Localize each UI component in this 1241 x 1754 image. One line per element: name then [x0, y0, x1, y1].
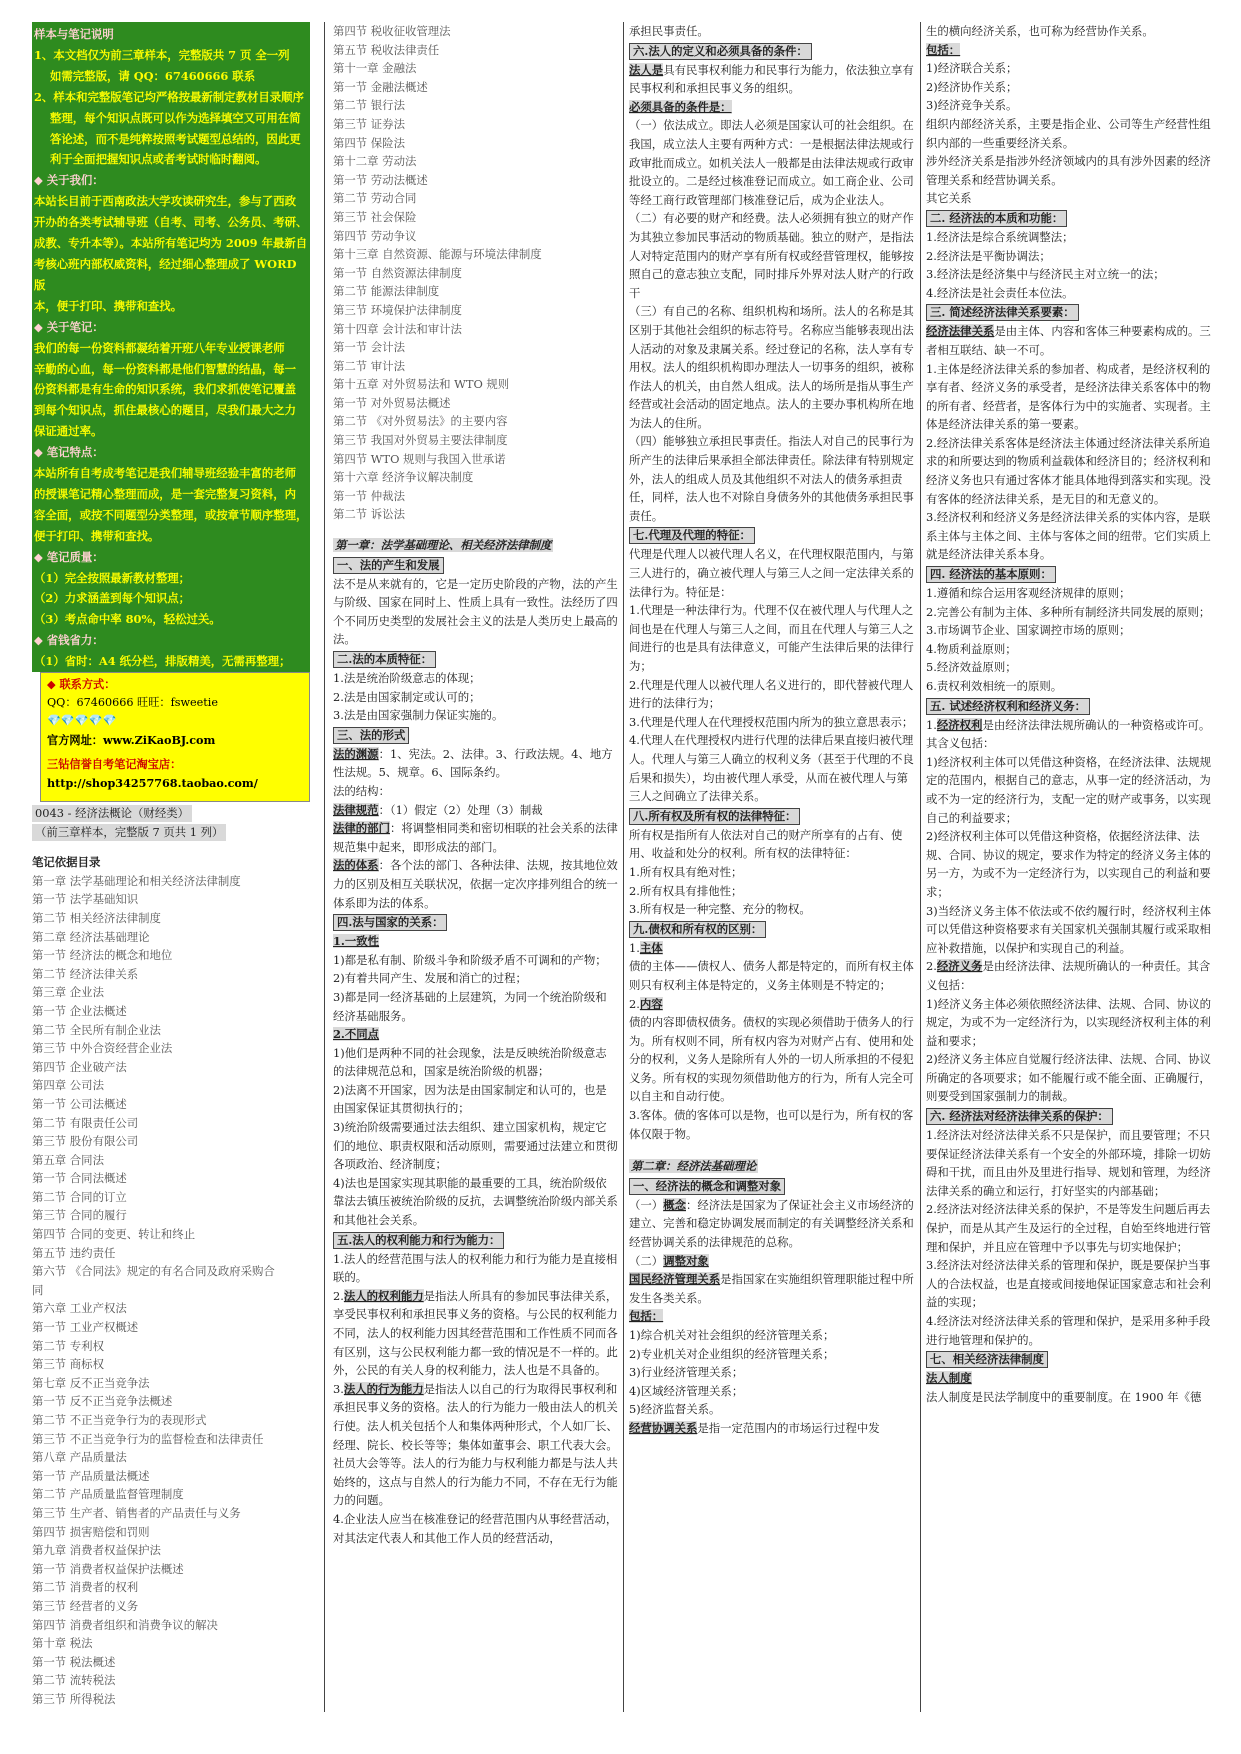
toc-item: 第三节 环境保护法律制度	[333, 302, 462, 317]
toc-list	[32, 872, 310, 1709]
list-item: 1.经济法是综合系统调整法；	[926, 229, 1074, 244]
toc-item: 第二章 经济法基础理论	[32, 929, 150, 944]
paragraph: 经营协调关系是指一定范围内的市场运行过程中发	[629, 1420, 880, 1435]
column-1	[32, 22, 310, 1709]
toc-item: 第三节 商标权	[32, 1357, 104, 1372]
intro-line: 容全面，或按不同题型分类整理，或按章节顺序整理，	[34, 507, 308, 522]
toc-item: 第一节 自然资源法律制度	[333, 265, 462, 280]
list-item: 3)行业经济管理关系；	[629, 1365, 744, 1380]
intro-line: 利于全面把握知识点或者考试时临时翻阅。	[50, 152, 267, 167]
toc-item: 第一节 会计法	[333, 340, 405, 355]
column-2	[333, 22, 618, 1547]
toc-item: 第四节 合同的变更、转让和终止	[32, 1227, 196, 1242]
toc-item: 第二节 银行法	[333, 98, 405, 113]
list-item: 2)法离不开国家，因为法是由国家制定和认可的，也是由国家保证其贯彻执行的；	[333, 1082, 607, 1116]
section-heading: 八.所有权及所有权的法律特征：	[629, 808, 800, 825]
subheading: 法人制度	[926, 1371, 972, 1386]
toc-item: 第三节 我国对外贸易主要法律制度	[333, 433, 508, 448]
item-list	[926, 995, 1212, 1107]
paragraph: （一）概念：经济法是国家为了保证社会主义市场经济的建立、完善和稳定协调发展而制定的有关调整经济关系和经营协调关系的法律规范的总称。	[629, 1197, 914, 1250]
contact-website[interactable]: 官方网址：www.ZiKaoBJ.com	[47, 732, 216, 747]
paragraph: 法律规范：（1）假定（2）处理（3）制裁	[333, 802, 543, 817]
toc-item: 第一节 工业产权概述	[32, 1320, 139, 1335]
toc-item: 第二节 《对外贸易法》的主要内容	[333, 414, 508, 429]
paragraph: 债的内容即债权债务。债权的实现必须借助于债务人的行为。所有权则不同，所有权内容为对财产占有、使用和处分的权利，义务人是除所有人外的一切人所承担的不侵犯义务。所有权的实现勿须借助他方的行为，所有人完全可以自主和自动行使。	[629, 1015, 914, 1104]
toc-item: 第四节 消费者组织和消费争议的解决	[32, 1617, 218, 1632]
paragraph: 组织内部经济关系，主要是指企业、公司等生产经营性组织内部的一些重要经济关系。	[926, 116, 1211, 150]
list-item: 1.遵循和综合运用客观经济规律的原则；	[926, 586, 1131, 601]
toc-item: 第十六章 经济争议解决制度	[333, 470, 474, 485]
list-item: 3)统治阶级需要通过法去组织、建立国家机构，规定它们的地位、职责权限和活动原则，需要通过法建立和贯彻各项政治、经济制度；	[333, 1120, 618, 1172]
list-item: 1)经济义务主体必须依照经济法律、法规、合同、协议的规定，为或不为一定经济行为，以实现经济权利主体的利益和要求；	[926, 996, 1212, 1048]
list-item: 2)经济协作关系；	[926, 79, 1018, 94]
column-divider	[920, 22, 921, 1712]
list-item: 2.经济法是平衡协调法；	[926, 248, 1051, 263]
subheading: 必须具备的条件是：	[629, 99, 732, 114]
toc-item: 第七章 反不正当竞争法	[32, 1375, 150, 1390]
list-item: 2.所有权具有排他性；	[629, 883, 743, 898]
paragraph: 所有权是指所有人依法对自己的财产所享有的占有、使用、收益和处分的权利。所有权的法律特征：	[629, 827, 903, 861]
list-item: 1)综合机关对社会组织的经济管理关系；	[629, 1328, 835, 1342]
paragraph: 代理是代理人以被代理人名义，在代理权限范围内，与第三人进行的，确立被代理人与第三人之间一定法律关系的法律行为。特征是：	[629, 547, 914, 599]
subheading: 包括：	[629, 1309, 664, 1324]
paragraph: 法不是从来就有的，它是一定历史阶段的产物，法的产生与阶级、国家在同时上、性质上具有一致性。法经历了四个不同历史类型的发展社会主义的法是人类历史上最高的法。	[333, 576, 618, 647]
intro-line: 辛勤的心血，每一份资料都是他们智慧的结晶，每一	[34, 361, 296, 376]
toc-item: 第五节 违约责任	[32, 1245, 116, 1260]
section-heading: 二. 经济法的本质和功能：	[926, 210, 1067, 227]
toc-item: 第三节 合同的履行	[32, 1208, 127, 1223]
intro-line: 本站所有自考成考笔记是我们辅导班经验丰富的老师	[34, 466, 296, 481]
toc-item: 第一章 法学基础理论和相关经济法律制度	[32, 873, 241, 888]
intro-line: 便于打印、携带和查找。	[34, 528, 160, 543]
intro-line: 答论述，而不是纯粹按照考试题型总结的，因此更	[50, 131, 301, 146]
section-heading: 六.法人的定义和必须具备的条件：	[629, 43, 812, 60]
paragraph: 承担民事责任。	[629, 24, 709, 38]
list-item: 2)专业机关对企业组织的经济管理关系；	[629, 1346, 835, 1361]
list-item: 2.完善公有制为主体、多种所有制经济共同发展的原则；	[926, 604, 1211, 619]
intro-line: （1）省时：A4 纸分栏，排版精美，无需再整理；	[34, 654, 291, 669]
item-list	[926, 1126, 1212, 1349]
paragraph: 法的结构：	[333, 783, 390, 798]
intro-line: 本站长目前于西南政法大学攻读研究生，参与了西政	[34, 194, 296, 209]
toc-item: 第六章 工业产权法	[32, 1301, 127, 1316]
item-list	[333, 669, 618, 725]
toc-item: 第八章 产品质量法	[32, 1450, 127, 1465]
chapter-1-title: 第一章：法学基础理论、相关经济法律制度	[335, 538, 552, 553]
shop-title: 三钻信誉自考笔记淘宝店：	[47, 757, 182, 772]
toc-item: 第三节 中外合资经营企业法	[32, 1041, 173, 1056]
list-item: 1.主体是经济法律关系的参加者、构成者，是经济权利的享有者、经济义务的承受者，是经济法律关系客体中的物的所有者、经营者，是客体行为中的实施者、实现者。主体是经济法律关系的第一要素。	[926, 361, 1211, 432]
toc-item: 第四节 WTO 规则与我国入世承诺	[333, 451, 506, 466]
toc-item: 第一节 经济法的概念和地位	[32, 948, 173, 963]
intro-line: 到每个知识点，抓住最核心的题目，尽我们最大之力	[34, 403, 296, 418]
toc-list-continued	[333, 22, 618, 524]
list-item: 1)他们是两种不同的社会现象，法是反映统治阶级意志的法律规范总和，国家是统治阶级的机器；	[333, 1045, 607, 1079]
list-item: 5)经济监督关系。	[629, 1402, 721, 1417]
list-item: 4.经济法是社会责任本位法。	[926, 285, 1074, 300]
list-item: （一）依法成立。即法人必须是国家认可的社会组织。在我国，成立法人主要有两种方式：一是根据法律法规或行政审批而成立。如机关法人一般都是由法律法规或行政审批设立的。二是经过核准登记而成立。如工商企业、公司等经工商行政管理部门核准登记后，成为企业法人。	[629, 118, 914, 207]
intro-line: （1）完全按照最新教材整理；	[34, 570, 191, 585]
toc-item: 第二节 有限责任公司	[32, 1115, 139, 1130]
list-item: 1.经济法对经济法律关系不只是保护，而且要管理；不只要保证经济法律关系有一个安全的外部环境，排除一切妨碍和干扰，而且由外及里进行指导、规划和管理，为经济法律关系的确立和运行，打好坚实的内部基础；	[926, 1128, 1211, 1198]
toc-item: 第二节 合同的订立	[32, 1189, 127, 1204]
toc-item: 第四节 企业破产法	[32, 1059, 127, 1074]
toc-item: 第四节 保险法	[333, 135, 405, 150]
list-item: 5.经济效益原则；	[926, 660, 1017, 675]
intro-line: 的授课笔记精心整理而成，是一套完整复习资料，内	[34, 486, 296, 501]
toc-item: 第一节 反不正当竞争法概述	[32, 1394, 173, 1409]
toc-item: 第三节 生产者、销售者的产品责任与义务	[32, 1505, 241, 1520]
item-list	[926, 360, 1212, 565]
paragraph: 涉外经济关系是指涉外经济领域内的具有涉外因素的经济管理关系和经营协调关系。	[926, 154, 1211, 187]
list-item: 2)经济义务主体应自觉履行经济法律、法规、合同、协议所确定的各项要求；如不能履行或不能全面、正确履行，则要受到国家强制力的制裁。	[926, 1052, 1212, 1104]
toc-title: 笔记依据目录	[32, 855, 101, 870]
item-list	[333, 951, 618, 1025]
toc-item: 第四节 损害赔偿和罚则	[32, 1524, 150, 1539]
chapter-2-title: 第二章：经济法基础理论	[631, 1159, 757, 1174]
toc-item: 第四章 公司法	[32, 1078, 104, 1093]
subheading: 包括：	[926, 42, 961, 57]
shop-url[interactable]: http://shop34257768.taobao.com/	[47, 775, 258, 790]
section-heading: 二.法的本质特征：	[333, 651, 436, 668]
section-heading: 三. 简述经济法律关系要素：	[926, 304, 1079, 321]
contact-title: ◆ 联系方式：	[47, 677, 116, 691]
toc-item: 第三节 股份有限公司	[32, 1134, 139, 1149]
list-item: （二）有必要的财产和经费。法人必须拥有独立的财产作为其独立参加民事活动的物质基础。独立的财产，是指法人对特定范围内的财产享有所有权或经营管理权，能够按照自己的意志独立支配，同时排斥外界对法人财产的行政干	[629, 211, 914, 300]
paragraph: （二）调整对象	[629, 1253, 709, 1268]
intro-line: 1、本文档仅为前三章样本，完整版共 7 页 全一列	[34, 47, 290, 62]
paragraph: 1.法人的经营范围与法人的权利能力和行为能力是直接相联的。	[333, 1251, 618, 1285]
list-item: 3.法是由国家强制力保证实施的。	[333, 708, 504, 723]
section-heading: 七、相关经济法律制度	[926, 1351, 1048, 1368]
paragraph: 1.经济权利是由经济法律法规所确认的一种资格或许可。其含义包括：	[926, 717, 1211, 751]
list-item: 3.经济权利和经济义务是经济法律关系的实体内容，是联系主体与主体之间、主体与客体之间的纽带。它们实质上就是经济法律关系本身。	[926, 510, 1211, 562]
toc-item: 第二节 不正当竞争行为的表现形式	[32, 1413, 207, 1427]
toc-item: 第十二章 劳动法	[333, 154, 417, 169]
list-item: 4.物质利益原则；	[926, 641, 1017, 656]
list-item: 3.所有权是一种完整、充分的物权。	[629, 902, 811, 917]
toc-item: 第十五章 对外贸易法和 WTO 规则	[333, 377, 510, 392]
intro-heading: ◆ 关于我们：	[34, 173, 104, 188]
intro-line: 如需完整版，请 QQ：67460666 联系	[50, 68, 256, 83]
intro-heading: ◆ 关于笔记：	[34, 319, 104, 334]
toc-item: 第三节 所得税法	[32, 1691, 116, 1706]
toc-item: 第一节 企业法概述	[32, 1003, 127, 1018]
subheading: 1.一致性	[333, 934, 380, 949]
toc-item: 第五章 合同法	[32, 1152, 104, 1167]
paragraph: 其它关系	[926, 191, 972, 206]
list-item: 1)经济权利主体可以凭借这种资格，在经济法律、法规规定的范围内，根据自己的意志，从事一定的经济活动，为或不为一定的经济行为，支配一定的财产或事务，以实现自己的利益要求；	[926, 754, 1212, 825]
section-heading: 一、经济法的概念和调整对象	[629, 1178, 785, 1195]
paragraph: 3.客体。债的客体可以是物，也可以是行为，所有权的客体仅限于物。	[629, 1108, 914, 1141]
list-item: 4.经济法对经济法律关系的管理和保护，是采用多种手段进行地管理和保护的。	[926, 1314, 1211, 1347]
item-list	[926, 228, 1212, 302]
intro-line: 开办的各类考试辅导班（自考、司考、公务员、考研、	[34, 215, 308, 230]
intro-heading: ◆ 省钱省力：	[34, 633, 104, 648]
intro-line: 成教、专升本等）。本站所有笔记均为 2009 年最新自	[34, 236, 308, 251]
intro-line: 我们的每一份资料都凝结着开班八年专业授课老师	[34, 340, 285, 355]
toc-item: 第一节 产品质量法概述	[32, 1468, 150, 1483]
contact-box	[40, 672, 310, 802]
paragraph: 国民经济管理关系是指国家在实施组织管理职能过程中所发生各类关系。	[629, 1272, 914, 1305]
section-heading: 九.债权和所有权的区别：	[629, 921, 766, 938]
toc-item: 第二节 消费者的权利	[32, 1580, 139, 1595]
list-item: 1.代理是一种法律行为。代理不仅在被代理人与代理人之间也是在代理人与第三人之间，而且在代理人与第三人之间进行的也是具有法律意义，可能产生法律后果的法律行为；	[629, 603, 914, 673]
intro-green-box	[32, 22, 310, 672]
toc-item: 第十四章 会计法和审计法	[333, 321, 462, 336]
intro-heading: 样本与笔记说明	[34, 27, 114, 41]
list-item: 2.代理是代理人以被代理人名义进行的，即代替被代理人进行的法律行为；	[629, 677, 914, 711]
paragraph: 法律的部门：将调整相同类和密切相联的社会关系的法律规范集中起来，即形成法的部门。	[333, 821, 618, 854]
toc-item: 第三章 企业法	[32, 985, 104, 1000]
intro-line: 份资料都是有生命的知识系统，我们求抓使笔记覆盖	[34, 382, 296, 397]
paragraph: 法的渊源：1、宪法。2、法律。3、行政法规。4、地方性法规。5、规章。6、国际条约。	[333, 746, 613, 780]
item-list	[926, 59, 1212, 115]
intro-heading: ◆ 笔记特点：	[34, 445, 104, 460]
list-item: 4.代理人在代理授权内进行代理的法律后果直接归被代理人。代理人与第三人确立的权利义务（甚至于代理的不良后果和损失），均由被代理人承受，从而在被代理人与第三人之间确立了法律关系。	[629, 733, 914, 804]
list-item: 2)经济权利主体可以凭借这种资格，依据经济法律、法规、合同、协议的规定，要求作为特定的经济义务主体的另一方，为或不为一定经济行为，以实现自己的利益和要求；	[926, 829, 1211, 899]
section-heading: 四. 经济法的基本原则：	[926, 566, 1056, 583]
toc-item: 第二节 经济法律关系	[32, 966, 139, 981]
list-item: 2.经济法律关系客体是经济法主体通过经济法律关系所追求的和所要达到的物质利益载体和经济目的；经济权利和经济义务也只有通过客体才能具体地得到落实和实现。没有客体的经济法律关系，是无目的和无意义的。	[926, 435, 1211, 506]
toc-item: 第一节 合同法概述	[32, 1171, 127, 1186]
toc-item: 第五节 税收法律责任	[333, 42, 440, 57]
intro-line: 保证通过率。	[34, 424, 103, 439]
paragraph: 法人制度是民法学制度中的重要制度。在 1900 年《德	[926, 1389, 1202, 1404]
paragraph: 3.法人的行为能力是指法人以自己的行为取得民事权利和承担民事义务的资格。法人的行为能力一般由法人的机关行使。法人机关包括个人和集体两种形式，个人如厂长、经理、院长、校长等等；集体如董事会、职工代表大会。社员大会等等。法人的行为能力与权利能力都是与法人共始终的，这点与自然人的行为能力不同，不存在无行为能力的问题。	[333, 1381, 618, 1508]
toc-item: 第一节 劳动法概述	[333, 172, 428, 187]
paragraph: 2.法人的权利能力是指法人所具有的参加民事法律关系，享受民事权利和承担民事义务的资格。与公民的权利能力不同，法人的权利能力因其经营范围和工作性质不同而各有区别，这与公民权利能力都一致的情况是不一样的。此外，公民的有关人身的权利能力，法人也是不具备的。	[333, 1288, 618, 1378]
list-item: 1)经济联合关系；	[926, 61, 1018, 76]
toc-item: 第二节 专利权	[32, 1338, 104, 1353]
intro-line: 考核心班内部权威资料，经过细心整理成了 WORD 版	[34, 256, 297, 292]
toc-item: 第二节 相关经济法律制度	[32, 910, 161, 925]
course-code: 0043 - 经济法概论（财经类）	[32, 805, 192, 822]
intro-heading: ◆ 笔记质量：	[34, 549, 104, 564]
toc-item: 第十三章 自然资源、能源与环境法律制度	[333, 247, 542, 262]
section-heading: 五.法人的权利能力和行为能力：	[333, 1232, 504, 1249]
toc-item: 第四节 劳动争议	[333, 228, 417, 243]
section-heading: 一、法的产生和发展	[333, 557, 444, 574]
list-item: 1.所有权具有绝对性；	[629, 864, 743, 879]
paragraph: 2.内容	[629, 996, 663, 1011]
paragraph: 4.企业法人应当在核准登记的经营范围内从事经营活动，对其法定代表人和其他工作人员的经营活动，	[333, 1511, 618, 1545]
toc-item: 第六节 《合同法》规定的有名合同及政府采购合	[32, 1264, 275, 1279]
intro-line: 2、样本和完整版笔记均严格按最新制定教材目录顺序	[34, 89, 304, 104]
section-heading: 四.法与国家的关系：	[333, 914, 447, 931]
toc-item: 第二节 审计法	[333, 358, 405, 373]
column-divider	[324, 22, 325, 1712]
toc-item: 第九章 消费者权益保护法	[32, 1543, 161, 1558]
toc-item: 第二节 产品质量监督管理制度	[32, 1487, 184, 1502]
toc-item: 第一节 法学基础知识	[32, 892, 139, 907]
intro-line: （2）力求涵盖到每个知识点；	[34, 591, 191, 606]
diamond-icons: 💎💎💎💎💎	[47, 714, 117, 728]
section-heading: 五. 试述经济权利和经济义务：	[926, 698, 1090, 715]
toc-item: 第十一章 金融法	[333, 61, 417, 76]
paragraph: 1.主体	[629, 940, 663, 955]
paragraph: 经济法律关系是由主体、内容和客体三种要素构成的。三者相互联结、缺一不可。	[926, 324, 1211, 357]
section-heading: 三、法的形式	[333, 727, 409, 744]
item-list	[926, 753, 1212, 958]
subheading: 2.不同点	[333, 1027, 380, 1042]
section-heading: 七.代理及代理的特征：	[629, 527, 755, 544]
toc-item: 第二节 流转税法	[32, 1673, 116, 1688]
intro-line: （3）考点命中率 80%，轻松过关。	[34, 612, 221, 627]
paragraph: 2.经济义务是由经济法律、法规所确认的一种责任。其含义包括：	[926, 959, 1211, 992]
item-list	[629, 116, 916, 525]
toc-item: 第一节 金融法概述	[333, 79, 428, 94]
list-item: 3.经济法对经济法律关系的管理和保护，既是要保护当事人的合法权益，也是直接或间接地保证国家意志和社会利益的实现；	[926, 1258, 1211, 1310]
toc-item: 第三节 经营者的义务	[32, 1598, 139, 1613]
list-item: 4)区域经济管理关系；	[629, 1383, 744, 1398]
intro-line: 本，便于打印、携带和查找。	[34, 298, 183, 313]
list-item: 3)经济竞争关系。	[926, 98, 1018, 113]
toc-item: 第二节 诉讼法	[333, 507, 405, 522]
list-item: （四）能够独立承担民事责任。指法人对自己的民事行为所产生的法律后果承担全部法律责任。除法律有特别规定外，法人的组成人员及其他组织不对法人的债务承担责任，同样，法人也不对除自身债务外的其他债务承担民事责任。	[629, 434, 914, 523]
toc-item: 第一节 税法概述	[32, 1654, 116, 1669]
list-item: 2.法是由国家制定或认可的；	[333, 689, 481, 704]
list-item: 6.责权利效相统一的原则。	[926, 679, 1063, 693]
item-list	[333, 1044, 618, 1230]
toc-item: 第二节 能源法律制度	[333, 284, 440, 299]
list-item: 3.市场调节企业、国家调控市场的原则；	[926, 623, 1131, 638]
toc-item: 第一节 仲裁法	[333, 488, 405, 503]
toc-item: 第一节 公司法概述	[32, 1096, 127, 1111]
sample-note: （前三章样本，完整版 7 页共 1 列）	[32, 824, 226, 841]
toc-item: 第二节 劳动合同	[333, 191, 417, 206]
list-item: 1.法是统治阶级意志的体现；	[333, 671, 481, 685]
list-item: （三）有自己的名称、组织机构和场所。法人的名称是其区别于其他社会组织的标志符号。名称应当能够表现出法人活动的对象及隶属关系。经过登记的名称，法人享有专用权。法人的组织机构即办理法人一切事务的组织，被称作法人的机关，由自然人组成。法人的场所是指从事生产经营或社会活动的固定地点。法人的主要办事机构所在地为法人的住所。	[629, 304, 914, 430]
toc-item: 第一节 对外贸易法概述	[333, 395, 451, 410]
toc-item: 同	[32, 1282, 44, 1297]
column-4	[926, 22, 1212, 1406]
toc-item: 第四节 税收征收管理法	[333, 24, 451, 38]
paragraph: 法的体系：各个法的部门、各种法律、法规，按其地位效力的区别及相互关联状况，依据一定次序排列组合的统一体系即为法的体系。	[333, 858, 618, 910]
list-item: 2)有着共同产生、发展和消亡的过程；	[333, 971, 527, 986]
column-divider	[623, 22, 624, 1712]
paragraph: 法人是具有民事权利能力和民事行为能力，依法独立享有民事权利和承担民事义务的组织。	[629, 62, 914, 96]
item-list	[629, 863, 916, 919]
item-list	[629, 601, 916, 806]
toc-item: 第三节 不正当竞争行为的监督检查和法律责任	[32, 1431, 264, 1446]
item-list	[629, 1326, 916, 1419]
intro-line: 整理，每个知识点既可以作为选择填空又可用在简	[50, 110, 301, 125]
toc-item: 第三节 证券法	[333, 116, 405, 131]
column-3	[629, 22, 916, 1438]
list-item: 2.经济法对经济法律关系的保护，不是等发生问题后再去保护，而是从其产生及运行的全过程，自始至终地进行管理和保护，并且应在管理中予以事先与切实地保护；	[926, 1202, 1211, 1254]
toc-item: 第二节 全民所有制企业法	[32, 1022, 161, 1037]
paragraph: 生的横向经济关系，也可称为经营协作关系。	[926, 24, 1154, 38]
contact-qq: QQ：67460666 旺旺：fsweetie	[47, 695, 218, 709]
list-item: 4)法也是国家实现其职能的最重要的工具，统治阶级依靠法去镇压被统治阶级的反抗，去调整统治阶级内部关系和其他社会关系。	[333, 1175, 618, 1228]
toc-item: 第三节 社会保险	[333, 209, 417, 224]
toc-item: 第一节 消费者权益保护法概述	[32, 1561, 184, 1576]
list-item: 3.代理是代理人在代理授权范围内所为的独立意思表示；	[629, 714, 914, 729]
list-item: 3.经济法是经济集中与经济民主对立统一的法；	[926, 267, 1165, 282]
paragraph: 债的主体——债权人、债务人都是特定的，而所有权主体则只有权利主体是特定的，义务主体则是不特定的；	[629, 959, 914, 992]
section-heading: 六. 经济法对经济法律关系的保护：	[926, 1108, 1113, 1125]
item-list	[926, 584, 1212, 696]
list-item: 1)都是私有制、阶级斗争和阶级矛盾不可调和的产物；	[333, 952, 607, 967]
list-item: 3)当经济义务主体不依法或不依约履行时，经济权利主体可以凭借这种资格要求有关国家机关强制其履行或采取相应补救措施，以保护和实现自己的利益。	[926, 903, 1212, 955]
list-item: 3)都是同一经济基础的上层建筑，为同一个统治阶级和经济基础服务。	[333, 989, 607, 1023]
toc-item: 第十章 税法	[32, 1636, 93, 1651]
